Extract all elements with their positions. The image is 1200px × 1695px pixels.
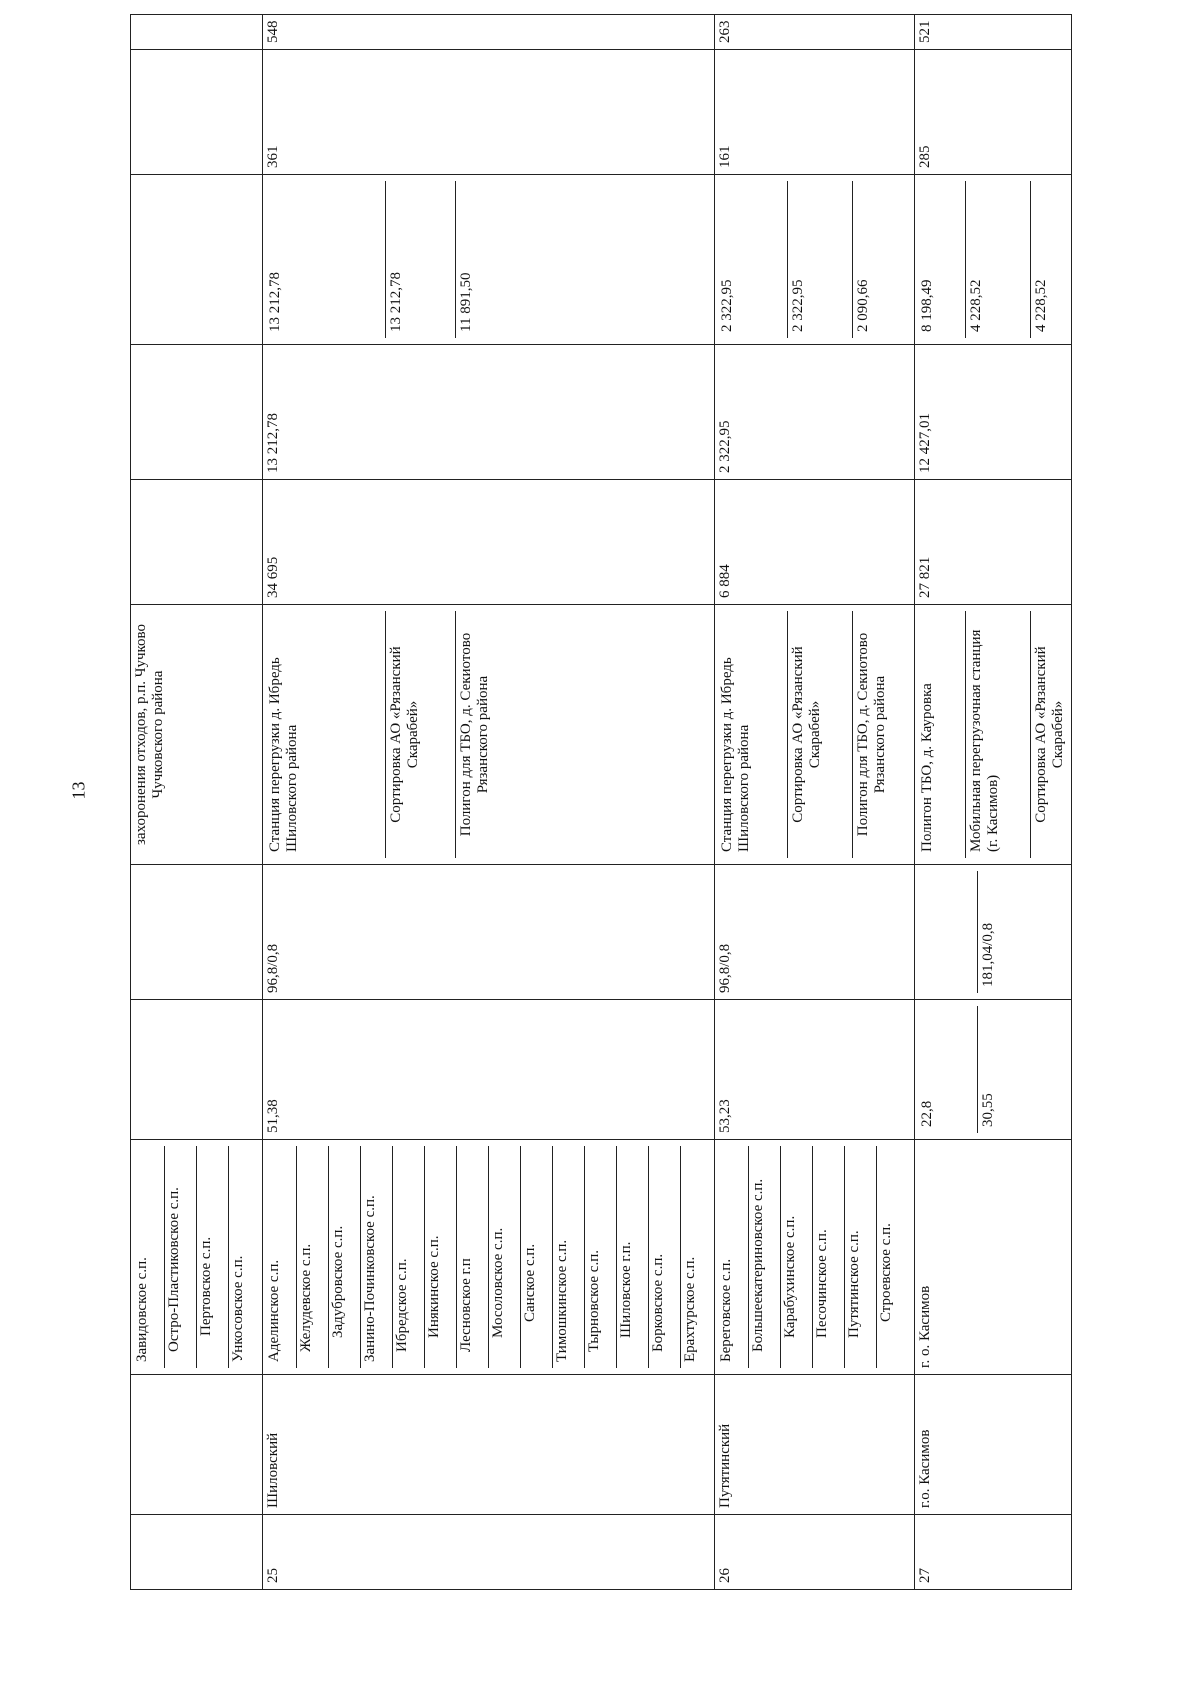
mass: 2 322,95 xyxy=(715,345,915,480)
rotated-table-stage xyxy=(130,15,1066,1590)
settlement-item: Борковское с.п. xyxy=(649,1146,681,1368)
destination-values-cell xyxy=(263,175,715,345)
destination-name: Станция перегрузки д. Ибредь Шиловского района xyxy=(717,611,787,858)
settlement-item: Тырновское с.п. xyxy=(585,1146,617,1368)
settlements-cell xyxy=(263,1140,715,1375)
district-cell xyxy=(131,1375,263,1515)
settlement-item: Ерахтурское с.п. xyxy=(682,1256,698,1362)
table-row xyxy=(715,15,915,1590)
total-cell xyxy=(131,15,263,50)
settlement-item: Береговское с.п. xyxy=(717,1146,749,1368)
settlement-item: Желудевское с.п. xyxy=(297,1146,329,1368)
value2: 96,8/0,8 xyxy=(715,865,915,1000)
table-row xyxy=(915,15,1072,1590)
value1: 53,23 xyxy=(715,1000,915,1140)
destination-values-cell xyxy=(915,175,1072,345)
settlement-item: Аделинское с.п. xyxy=(265,1146,297,1368)
value2: 96,8/0,8 xyxy=(263,865,715,1000)
total: 548 xyxy=(263,15,715,50)
destination-name: Сортировка АО «Рязанский Скарабей» xyxy=(787,611,852,858)
settlement-item: Ункосовское с.п. xyxy=(230,1255,246,1362)
value1: 30,55 xyxy=(979,1093,996,1127)
value2-cell xyxy=(915,865,1072,1000)
settlement-item: Пертовское с.п. xyxy=(197,1146,229,1368)
destinations-cell xyxy=(915,605,1072,865)
row-number: 25 xyxy=(263,1515,715,1590)
destination-value: 2 322,95 xyxy=(787,181,852,338)
settlement-item: Инякинское с.п. xyxy=(425,1146,457,1368)
settlement-item: Занино-Починковское с.п. xyxy=(361,1146,393,1368)
count: 161 xyxy=(715,50,915,175)
district-name: г.о. Касимов xyxy=(915,1375,1072,1515)
row-number-cell xyxy=(131,1515,263,1590)
destination-value: 8 198,49 xyxy=(917,181,965,338)
destination-name: Полигон для ТБО, д. Секиотово Рязанского района xyxy=(457,632,491,837)
settlement-item: Остро-Пластиковское с.п. xyxy=(165,1146,197,1368)
district-name: Путятинский xyxy=(715,1375,915,1515)
settlement-item: Тимошкинское с.п. xyxy=(553,1146,585,1368)
value2: 181,04/0,8 xyxy=(979,922,996,987)
settlements-cell xyxy=(715,1140,915,1375)
settlement-item: Завидовское с.п. xyxy=(133,1146,165,1368)
mass: 12 427,01 xyxy=(915,345,1072,480)
value1: 51,38 xyxy=(263,1000,715,1140)
destination-name: Мобильная перегрузочная станция (г. Касимов) xyxy=(965,611,1030,858)
settlement-item: Песочинское с.п. xyxy=(813,1146,845,1368)
page-number: 13 xyxy=(68,781,89,800)
destination-value: 2 090,66 xyxy=(854,279,871,332)
settlement-item: Лесновское г.п xyxy=(457,1146,489,1368)
destination-cell: захоронения отходов, р.п. Чучково Чучковского района xyxy=(131,605,263,865)
value2-cell xyxy=(131,865,263,1000)
settlement-item: Строевское с.п. xyxy=(878,1223,894,1322)
table-row-continuation xyxy=(131,15,263,1590)
settlement-item: г. о. Касимов xyxy=(915,1140,1072,1375)
destination-value: 13 212,78 xyxy=(385,181,455,338)
volume: 34 695 xyxy=(263,480,715,605)
waste-table xyxy=(130,14,1072,1590)
destination-name: Полигон для ТБО, д. Секиотово Рязанского района xyxy=(854,632,888,837)
settlement-item: Ибредское с.п. xyxy=(393,1146,425,1368)
destination-name: Полигон ТБО, д. Кауровка xyxy=(917,611,965,858)
table-row xyxy=(263,15,715,1590)
row-number: 26 xyxy=(715,1515,915,1590)
count: 361 xyxy=(263,50,715,175)
destination-value: 4 228,52 xyxy=(1032,279,1049,332)
destinations-cell xyxy=(263,605,715,865)
total: 521 xyxy=(915,15,1072,50)
settlement-item: Карабухинское с.п. xyxy=(781,1146,813,1368)
mass: 13 212,78 xyxy=(263,345,715,480)
destination-name: Сортировка АО «Рязанский Скарабей» xyxy=(1032,646,1066,823)
settlement-item: Санское с.п. xyxy=(521,1146,553,1368)
destination-values-cell xyxy=(715,175,915,345)
value1-cell xyxy=(131,1000,263,1140)
dest-values-cell xyxy=(131,175,263,345)
destination-value: 4 228,52 xyxy=(965,181,1030,338)
mass-cell xyxy=(131,345,263,480)
destination-value: 2 322,95 xyxy=(717,181,787,338)
total: 263 xyxy=(715,15,915,50)
value1-cell xyxy=(915,1000,1072,1140)
volume-cell xyxy=(131,480,263,605)
destination-name: Сортировка АО «Рязанский Скарабей» xyxy=(385,611,455,858)
settlement-item: Мосоловское с.п. xyxy=(489,1146,521,1368)
settlement-item: Большеекатериновское с.п. xyxy=(749,1146,781,1368)
count-cell xyxy=(131,50,263,175)
settlement-item: Путятинское с.п. xyxy=(845,1146,877,1368)
destinations-cell xyxy=(715,605,915,865)
row-number: 27 xyxy=(915,1515,1072,1590)
destination-name: Станция перегрузки д. Ибредь Шиловского района xyxy=(265,611,385,858)
settlement-item: Задубровское с.п. xyxy=(329,1146,361,1368)
count: 285 xyxy=(915,50,1072,175)
settlement-item: Шиловское г.п. xyxy=(617,1146,649,1368)
destination-value: 11 891,50 xyxy=(457,272,474,332)
volume: 27 821 xyxy=(915,480,1072,605)
value1: 22,8 xyxy=(917,1006,977,1133)
destination-value: 13 212,78 xyxy=(265,181,385,338)
settlements-cell xyxy=(131,1140,263,1375)
district-name: Шиловский xyxy=(263,1375,715,1515)
volume: 6 884 xyxy=(715,480,915,605)
